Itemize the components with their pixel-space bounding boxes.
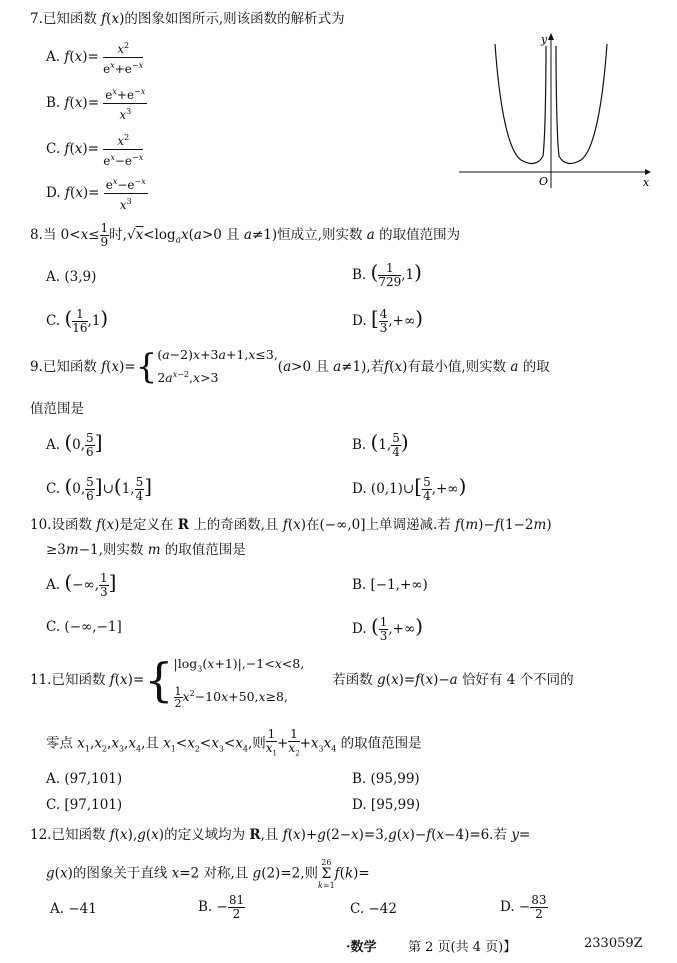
q11-option-b: B. (95,99) xyxy=(352,771,420,787)
q7-function-graph xyxy=(455,30,655,190)
curve-right-branch xyxy=(556,44,607,163)
q8-option-c: C. ( $\frac{1}{16}$ ,1) xyxy=(46,306,109,335)
x-axis-arrow xyxy=(645,169,651,175)
q11-option-d: D. [95,99) xyxy=(352,797,421,813)
q9-option-c: C. (0, $\frac{5}{6}$ ]∪(1, $\frac{5}{4}$ ] xyxy=(46,474,153,503)
y-axis-label: y xyxy=(541,33,548,46)
q12-stem-line1: 12.已知函数 f(x),g(x)的定义域均为 R,且 f(x)+g(2−x)=3,g(x)−f(x−4)=6.若 y= xyxy=(30,827,531,843)
q7-option-c: C. f(x)= $\frac{x^2}{e^x-e^{-x}}$ xyxy=(46,130,143,169)
x-axis-label: x xyxy=(643,176,650,189)
q12-option-c: C. −42 xyxy=(350,901,397,917)
q11-option-a: A. (97,101) xyxy=(46,771,123,787)
q7-option-a: A. f(x)= $\frac{x^2}{e^x+e^{-x}}$ xyxy=(46,38,143,77)
q10-option-c: C. (−∞,−1] xyxy=(46,619,122,635)
q12-option-b: B. − $\frac{81}{2}$ xyxy=(198,893,245,921)
origin-label: O xyxy=(539,175,549,188)
q12-option-d: D. − $\frac{83}{2}$ xyxy=(500,893,547,921)
q8-stem: 8.当 0<x≤ $\frac{1}{9}$ 时$,√x<\log_ax(a>0$ 且 a≠1)恒成立,则实数 a 的取值范围为 xyxy=(30,221,461,249)
footer-code: 233059Z xyxy=(584,936,643,951)
y-axis-arrow xyxy=(548,33,554,40)
curve-left-branch xyxy=(495,44,546,163)
q11-option-c: C. [97,101) xyxy=(46,797,123,813)
q9-stem-line2: 值范围是 xyxy=(30,401,84,417)
q8-option-d: D. [ $\frac{4}{3}$ ,+∞) xyxy=(352,306,424,335)
q10-option-a: A. (−∞, $\frac{1}{3}$ ] xyxy=(46,570,117,599)
q12-option-a: A. −41 xyxy=(50,901,97,917)
footer-page: 第 2 页(共 4 页)】 xyxy=(408,940,517,955)
q7-stem: 7.已知函数 f(x)的图象如图所示,则该函数的解析式为 xyxy=(30,11,345,27)
q8-option-a: A. (3,9) xyxy=(46,269,97,285)
q7-option-d: D. f(x)= $\frac{e^x-e^{-x}}{x^3}$ xyxy=(46,174,148,213)
q11-stem-line2: 零点 $x_1,x_2,x_3,x_4$,且 $x_1<x_2<x_3<x_4$,则 $\frac{1}{x_1}$ + $\frac{1}{x_2}$ $+x_3x_4$ 的取值范围是 xyxy=(46,727,422,758)
q10-option-b: B. [−1,+∞) xyxy=(352,577,428,593)
q10-option-d: D. ( $\frac{1}{3}$ ,+∞) xyxy=(352,614,424,643)
q10-stem-line1: 10.设函数 f(x)是定义在 R 上的奇函数,且 f(x)在(−∞,0]上单调递减.若 f(m)−f(1−2m) xyxy=(30,517,552,533)
footer-subject: ·数学 xyxy=(346,940,377,955)
q7-option-b: B. f(x)= $\frac{e^x+e^{-x}}{x^3}$ xyxy=(46,84,147,123)
q10-stem-line2: ≥3m−1,则实数 m 的取值范围是 xyxy=(46,542,246,558)
q8-option-b: B. ( $\frac{1}{729}$ ,1) xyxy=(352,260,422,289)
q9-option-b: B. (1, $\frac{5}{4}$ ) xyxy=(352,430,409,459)
q11-stem-line1: 11.已知函数 $f(x)=\{|\log_3(x+1)|,-1<x<8$, $\frac{1}{2}$ $x^2-10x+50,x\ge 8$,若函数 g(x)=f(x)−a 恰好有 4 个不同的 xyxy=(30,653,574,710)
q12-stem-line2: g(x)的图象关于直线 x=2 对称,且 g(2)=2,则 26 Σ k=1 f(k)= xyxy=(46,858,370,890)
q9-option-a: A. (0, $\frac{5}{6}$ ] xyxy=(46,430,103,459)
q9-stem-line1: 9.已知函数 f(x)={(a−2)x+3a+1,x≤3, $2a^{x-2},x>3(a>0$ 且 a≠1),若f(x)有最小值,则实数 a 的取 xyxy=(30,346,550,387)
q9-option-d: D. (0,1)∪[ $\frac{5}{4}$ ,+∞) xyxy=(352,474,467,503)
